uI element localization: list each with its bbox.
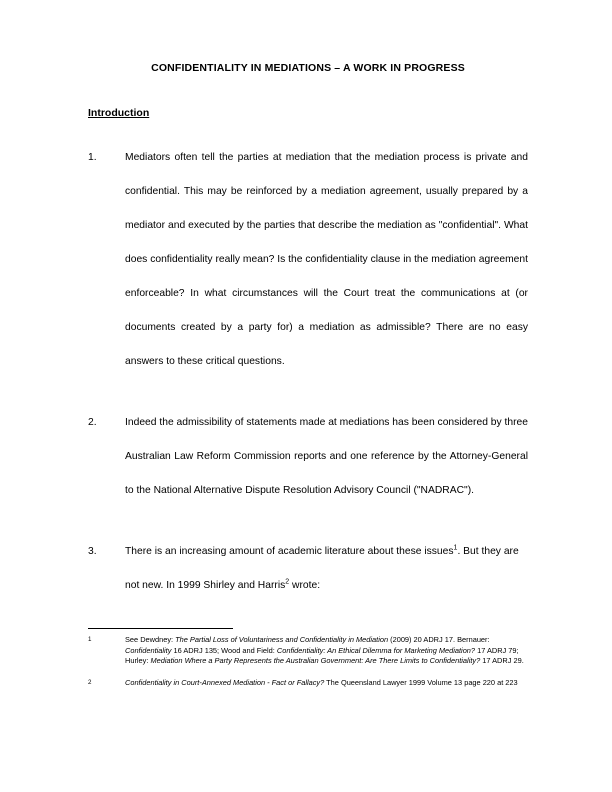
page-title: CONFIDENTIALITY IN MEDIATIONS – A WORK IN PROGRESS — [151, 62, 465, 74]
citation-text: See Dewdney: — [125, 635, 176, 644]
paragraph-text-part-1: There is an increasing amount of academic literature about these issues — [125, 546, 454, 558]
paragraph-number: 3. — [88, 546, 97, 558]
citation-text: 17 ADRJ 79; Hurley: — [125, 645, 519, 666]
footnotes-section — [88, 628, 528, 688]
footnote-2 — [88, 678, 528, 689]
footnote-text — [125, 635, 528, 667]
numbered-paragraph-3 — [88, 535, 528, 603]
citation-text: 17 ADRJ 29. — [480, 656, 524, 666]
footnote-text — [125, 678, 528, 689]
paragraph-text: Mediators often tell the parties at mediation that the mediation process is private and confidential. This may be reinforced by a mediation agreement, usually prepared by a mediator and executed by the parties that describe the mediation as "confidential". What does confidentiality really mean? Is the confidentiality clause in the mediation agreement enforceable? In what circumstances will the Court treat the communications at (or documents created by a party for) a mediation as admissible? There are no easy answers to these critical questions. — [125, 152, 528, 368]
citation-title: Confidentiality — [125, 645, 172, 655]
citation-title: Confidentiality: An Ethical Dilemma for Marketing Mediation? — [276, 645, 476, 655]
paragraph-text-part-3: wrote: — [289, 580, 321, 592]
footnote-number: 2 — [88, 678, 92, 686]
paragraph-text — [125, 535, 528, 603]
citation-text: 16 ADRJ 135; Wood and Field: — [171, 645, 277, 655]
footnote-1 — [88, 635, 528, 667]
citation-text: The Queensland Lawyer 1999 Volume 13 page 220 at 223 — [324, 677, 518, 687]
paragraph-number: 1. — [88, 152, 97, 164]
page-content — [88, 62, 528, 603]
footnote-marker-1[interactable]: 1 — [453, 544, 458, 552]
footnote-marker-2[interactable]: 2 — [285, 578, 290, 586]
footnote-number: 1 — [88, 636, 92, 643]
citation-title: Mediation Where a Party Represents the Australian Government: Are There Limits to Confidentiality? — [150, 656, 481, 666]
citation-text: (2009) 20 ADRJ 17. Bernauer: — [388, 635, 490, 644]
citation-title: Confidentiality in Court-Annexed Mediation - Fact or Fallacy? — [125, 677, 325, 687]
paragraph-text-part-2: . But they are not new. In 1999 Shirley and Harris — [125, 546, 519, 592]
paragraph-number: 2. — [88, 417, 97, 429]
numbered-paragraph-2 — [88, 406, 528, 508]
numbered-paragraph-1 — [88, 141, 528, 379]
footnote-separator-rule — [88, 628, 233, 629]
paragraph-text: Indeed the admissibility of statements made at mediations has been considered by three Australian Law Reform Commission reports and one reference by the Attorney-General to the National Alternative Dispute Resolution Advisory Council ("NADRAC"). — [125, 417, 528, 497]
citation-title: The Partial Loss of Voluntariness and Confidentiality in Mediation — [175, 635, 389, 644]
section-heading-introduction: Introduction — [88, 106, 150, 119]
